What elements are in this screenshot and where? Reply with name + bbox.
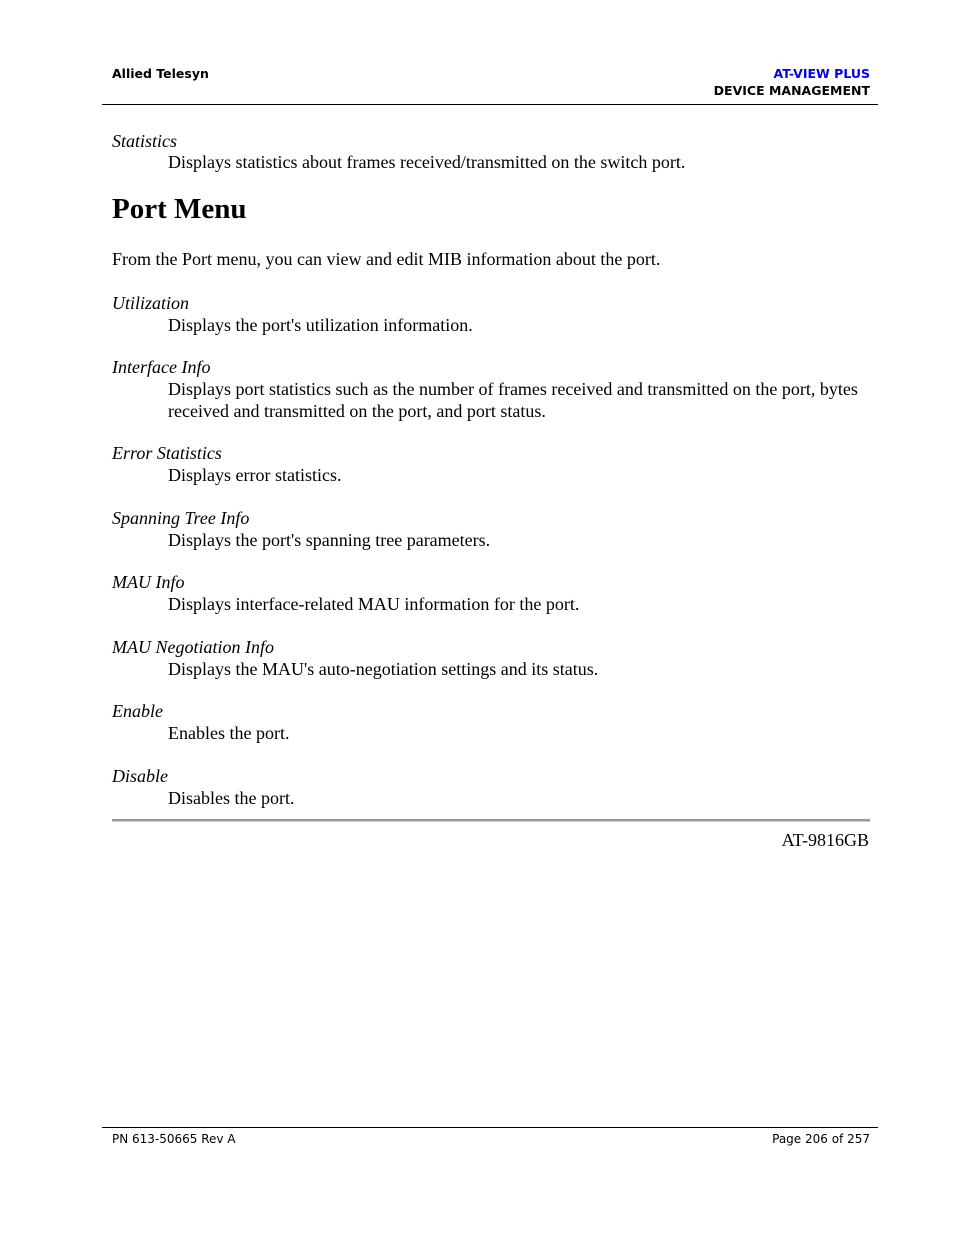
desc-disable: Disables the port.: [168, 788, 295, 808]
intro-paragraph: From the Port menu, you can view and edit MIB information about the port.: [112, 249, 661, 269]
desc-error-statistics: Displays error statistics.: [168, 465, 342, 485]
term-enable: Enable: [112, 701, 163, 721]
desc-mau-negotiation-info: Displays the MAU's auto-negotiation settings and its status.: [168, 659, 599, 679]
term-mau-info: MAU Info: [112, 572, 185, 592]
footer-divider: [102, 1127, 878, 1128]
term-error-statistics: Error Statistics: [112, 443, 222, 463]
term-disable: Disable: [112, 766, 168, 786]
header-divider: [102, 104, 878, 105]
model-label: AT-9816GB: [781, 830, 869, 850]
term-spanning-tree-info: Spanning Tree Info: [112, 508, 250, 528]
desc-spanning-tree-info: Displays the port's spanning tree parameters.: [168, 530, 491, 550]
desc-interface-info: Displays port statistics such as the number of frames received and transmitted on the port, bytes received and transmitted on the port, and port status.: [168, 379, 858, 421]
page-heading: Port Menu: [112, 193, 247, 225]
desc-enable: Enables the port.: [168, 723, 290, 743]
term-statistics: Statistics: [112, 131, 178, 151]
footer-part-number: PN 613-50665 Rev A: [112, 1132, 236, 1146]
desc-mau-info: Displays interface-related MAU information for the port.: [168, 594, 580, 614]
term-interface-info: Interface Info: [112, 357, 211, 377]
footer-page-number: Page 206 of 257: [772, 1132, 870, 1146]
header-product: AT-VIEW PLUS: [773, 66, 870, 81]
desc-statistics: Displays statistics about frames received/transmitted on the switch port.: [168, 152, 686, 172]
header-section: DEVICE MANAGEMENT: [713, 83, 870, 98]
desc-utilization: Displays the port's utilization information.: [168, 315, 473, 335]
section-end-rule: [112, 819, 870, 822]
term-utilization: Utilization: [112, 293, 190, 313]
term-mau-negotiation-info: MAU Negotiation Info: [112, 637, 274, 657]
header-company: Allied Telesyn: [112, 66, 209, 81]
